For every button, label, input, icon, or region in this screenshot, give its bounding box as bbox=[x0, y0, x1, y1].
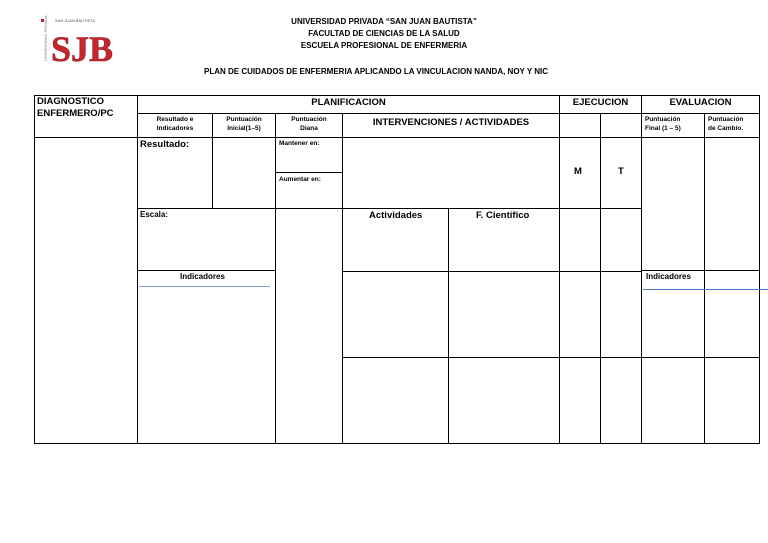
puntuacion-final-header: Puntuación Final (1 – 5) bbox=[645, 116, 681, 132]
logo-letters: SJB bbox=[51, 29, 114, 69]
intervenciones-header: INTERVENCIONES / ACTIVIDADES bbox=[372, 117, 530, 128]
indicadores-right-label: Indicadores bbox=[646, 272, 691, 281]
logo-top-text: SAN JUAN BAUTISTA bbox=[55, 18, 96, 23]
plan-title: PLAN DE CUIDADOS DE ENFERMERIA APLICANDO LA VINCULACION NANDA, NOY Y NIC bbox=[203, 67, 549, 76]
indicadores-left-label: Indicadores bbox=[180, 272, 225, 281]
puntuacion-cambio-header: Puntuación de Cambio. bbox=[708, 116, 744, 132]
f-cientifico-label: F. Científico bbox=[476, 210, 530, 221]
aumentar-label: Aumentar en: bbox=[279, 176, 321, 183]
evaluacion-header: EVALUACION bbox=[669, 97, 732, 108]
school-name: ESCUELA PROFESIONAL DE ENFERMERIA bbox=[300, 41, 468, 50]
logo-side-text: UNIVERSIDAD PRIVADA bbox=[43, 15, 48, 61]
escala-label: Escala: bbox=[140, 210, 169, 219]
faculty-name: FACULTAD DE CIENCIAS DE LA SALUD bbox=[308, 29, 460, 38]
planificacion-header: PLANIFICACION bbox=[311, 97, 386, 108]
mantener-label: Mantener en: bbox=[279, 140, 320, 147]
diagnostico-header: DIAGNOSTICO ENFERMERO/PC bbox=[37, 96, 114, 119]
ejecucion-header: EJECUCION bbox=[572, 97, 629, 108]
university-name: UNIVERSIDAD PRIVADA “SAN JUAN BAUTISTA” bbox=[291, 17, 477, 26]
t-label: T bbox=[618, 166, 624, 177]
m-label: M bbox=[574, 166, 582, 177]
resultado-indicadores-header: Resultado e Indicadores bbox=[156, 116, 194, 132]
actividades-label: Actividades bbox=[369, 210, 423, 221]
puntuacion-diana-header: Puntuación Diana bbox=[291, 116, 327, 132]
resultado-label: Resultado: bbox=[140, 139, 190, 150]
puntuacion-inicial-header: Puntuación Inicial(1–5) bbox=[226, 116, 262, 132]
